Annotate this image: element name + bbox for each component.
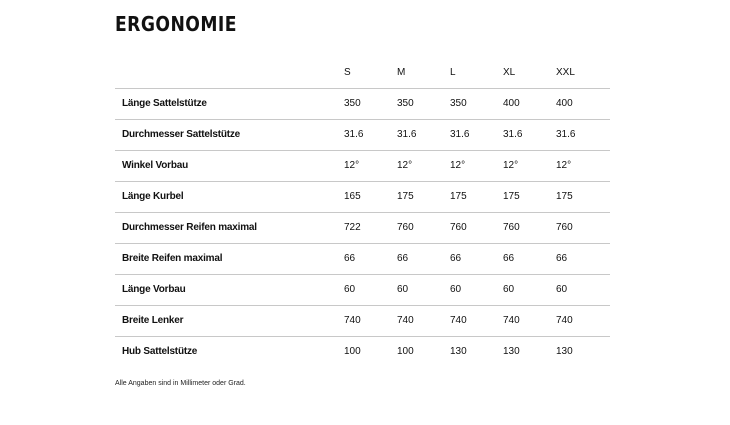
cell-value: 740 — [556, 305, 610, 336]
table-row — [115, 150, 610, 181]
cell-value: 12° — [450, 150, 503, 181]
size-header-m: M — [397, 57, 450, 88]
row-label: Länge Sattelstütze — [115, 88, 344, 119]
cell-value: 760 — [556, 212, 610, 243]
cell-value: 740 — [503, 305, 556, 336]
cell-value: 12° — [397, 150, 450, 181]
cell-value: 400 — [556, 88, 610, 119]
table-row — [115, 119, 610, 150]
table-row — [115, 336, 610, 367]
row-label: Länge Kurbel — [115, 181, 344, 212]
cell-value: 130 — [450, 346, 467, 358]
cell-value: 66 — [397, 243, 450, 274]
cell-value: 130 — [503, 346, 520, 358]
header-label-cell — [115, 57, 344, 88]
cell-value: 31.6 — [556, 119, 610, 150]
cell-value: 66 — [450, 243, 503, 274]
cell-value: 175 — [450, 181, 503, 212]
table-row — [115, 305, 610, 336]
cell-value: 130 — [556, 346, 573, 358]
table-header-row — [115, 57, 610, 88]
cell-value: 31.6 — [503, 119, 556, 150]
cell-value: 12° — [344, 150, 397, 181]
cell-value: 66 — [344, 243, 397, 274]
cell-value: 740 — [344, 305, 397, 336]
cell-value: 760 — [450, 212, 503, 243]
cell-value: 740 — [397, 305, 450, 336]
cell-value: 350 — [344, 88, 397, 119]
row-label: Länge Vorbau — [115, 274, 344, 305]
page-title: ERGONOMIE — [115, 12, 237, 36]
table-row — [115, 181, 610, 212]
cell-value: 100 — [397, 346, 414, 358]
row-label: Durchmesser Sattelstütze — [115, 119, 344, 150]
cell-value: 31.6 — [397, 119, 450, 150]
ergonomics-table — [115, 57, 610, 367]
row-label: Breite Reifen maximal — [115, 243, 344, 274]
cell-value: 12° — [556, 150, 610, 181]
row-label: Durchmesser Reifen maximal — [115, 212, 344, 243]
cell-value: 60 — [556, 274, 610, 305]
row-label: Winkel Vorbau — [115, 150, 344, 181]
cell-value: 60 — [344, 274, 397, 305]
size-header-xl: XL — [503, 57, 556, 88]
size-header-l: L — [450, 57, 503, 88]
table-row — [115, 243, 610, 274]
table-row — [115, 88, 610, 119]
cell-value: 175 — [397, 181, 450, 212]
size-header-s: S — [344, 57, 397, 88]
row-label: Hub Sattelstütze — [122, 346, 198, 358]
cell-value: 175 — [556, 181, 610, 212]
row-label: Breite Lenker — [115, 305, 344, 336]
cell-value: 400 — [503, 88, 556, 119]
cell-value: 12° — [503, 150, 556, 181]
cell-value: 350 — [450, 88, 503, 119]
cell-value: 760 — [503, 212, 556, 243]
cell-value: 165 — [344, 181, 397, 212]
cell-value: 31.6 — [450, 119, 503, 150]
cell-value: 760 — [397, 212, 450, 243]
cell-value: 31.6 — [344, 119, 397, 150]
cell-value: 175 — [503, 181, 556, 212]
cell-value: 100 — [344, 346, 361, 358]
table-row — [115, 274, 610, 305]
cell-value: 350 — [397, 88, 450, 119]
cell-value: 60 — [503, 274, 556, 305]
cell-value: 66 — [556, 243, 610, 274]
cell-value: 740 — [450, 305, 503, 336]
cell-value: 60 — [450, 274, 503, 305]
cell-value: 60 — [397, 274, 450, 305]
table-row — [115, 212, 610, 243]
cell-value: 66 — [503, 243, 556, 274]
footnote: Alle Angaben sind in Millimeter oder Grad. — [115, 380, 246, 387]
cell-value: 722 — [344, 212, 397, 243]
size-header-xxl: XXL — [556, 57, 610, 88]
